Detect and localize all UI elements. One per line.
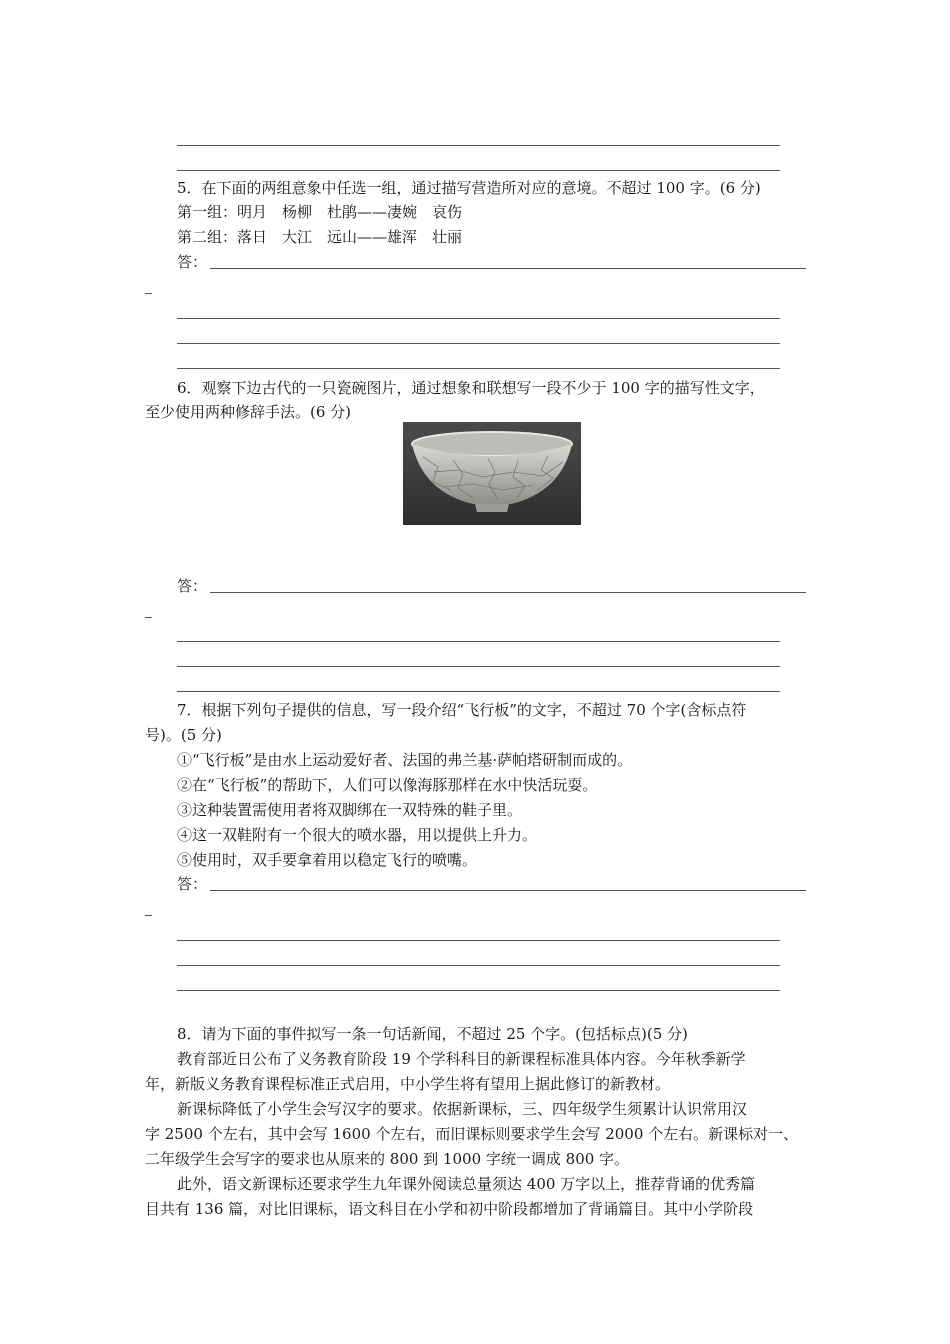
q7-answer-line[interactable] xyxy=(177,965,780,966)
q6-prompt-line2: 至少使用两种修辞手法。(6 分) xyxy=(145,403,352,421)
answer-line[interactable] xyxy=(177,145,780,146)
q7-answer-line[interactable] xyxy=(210,890,806,891)
q8-paragraph2-line3: 二年级学生会写字的要求也从原来的 800 到 1000 字统一调成 800 字。 xyxy=(145,1150,630,1168)
q5-answer-label: 答： xyxy=(177,253,208,271)
q5-wrap-dash xyxy=(145,293,152,294)
q8-paragraph2-line1: 新课标降低了小学生会写汉字的要求。依据新课标，三、四年级学生须累计认识常用汉 xyxy=(177,1100,748,1118)
q7-item: ④这一双鞋附有一个很大的喷水器，用以提供上升力。 xyxy=(177,826,538,844)
q7-prompt-line2: 号)。(5 分) xyxy=(145,726,222,744)
q7-answer-line[interactable] xyxy=(177,990,780,991)
q6-answer-line[interactable] xyxy=(177,641,780,642)
q7-item: ②在“飞行板”的帮助下，人们可以像海豚那样在水中快活玩耍。 xyxy=(177,776,598,794)
q7-answer-line[interactable] xyxy=(177,940,780,941)
q5-answer-line[interactable] xyxy=(177,318,780,319)
q5-answer-line[interactable] xyxy=(177,368,780,369)
q6-answer-line[interactable] xyxy=(177,666,780,667)
q5-group2: 第二组：落日 大江 远山——雄浑 壮丽 xyxy=(177,228,463,246)
porcelain-bowl-image xyxy=(403,422,581,525)
q8-paragraph1-line2: 年，新版义务教育课程标准正式启用，中小学生将有望用上据此修订的新教材。 xyxy=(145,1075,671,1093)
q8-prompt: 8．请为下面的事件拟写一条一句话新闻，不超过 25 个字。(包括标点)(5 分) xyxy=(177,1025,688,1043)
q6-answer-line[interactable] xyxy=(210,592,806,593)
q7-item: ⑤使用时，双手要拿着用以稳定飞行的喷嘴。 xyxy=(177,851,478,869)
q6-prompt-line1: 6．观察下边古代的一只瓷碗图片，通过想象和联想写一段不少于 100 字的描写性文字， xyxy=(177,379,765,397)
q5-group1: 第一组：明月 杨柳 杜鹃——凄婉 哀伤 xyxy=(177,203,463,221)
answer-line[interactable] xyxy=(177,170,780,171)
q6-answer-line[interactable] xyxy=(177,691,780,692)
q6-answer-label: 答： xyxy=(177,577,208,595)
q8-paragraph3-line1: 此外，语文新课标还要求学生九年课外阅读总量须达 400 万字以上，推荐背诵的优秀篇 xyxy=(177,1175,756,1193)
q5-answer-line[interactable] xyxy=(210,268,806,269)
q6-wrap-dash xyxy=(145,617,152,618)
q5-prompt: 5．在下面的两组意象中任选一组，通过描写营造所对应的意境。不超过 100 字。(6 分) xyxy=(177,179,761,197)
q7-item: ①“飞行板”是由水上运动爱好者、法国的弗兰基·萨帕塔研制而成的。 xyxy=(177,751,633,769)
q8-paragraph2-line2: 字 2500 个左右，其中会写 1600 个左右，而旧课标则要求学生会写 2000 个左右。新课标对一、 xyxy=(145,1125,799,1143)
q7-prompt-line1: 7．根据下列句子提供的信息，写一段介绍“飞行板”的文字，不超过 70 个字(含标点符 xyxy=(177,701,747,719)
q7-answer-label: 答： xyxy=(177,875,208,893)
q5-answer-line[interactable] xyxy=(177,343,780,344)
q8-paragraph1-line1: 教育部近日公布了义务教育阶段 19 个学科科目的新课程标准具体内容。今年秋季新学 xyxy=(177,1050,746,1068)
q8-paragraph3-line2: 目共有 136 篇，对比旧课标，语文科目在小学和初中阶段都增加了背诵篇目。其中小学阶段 xyxy=(145,1200,754,1218)
q7-wrap-dash xyxy=(145,915,152,916)
q7-item: ③这种装置需使用者将双脚绑在一双特殊的鞋子里。 xyxy=(177,801,523,819)
